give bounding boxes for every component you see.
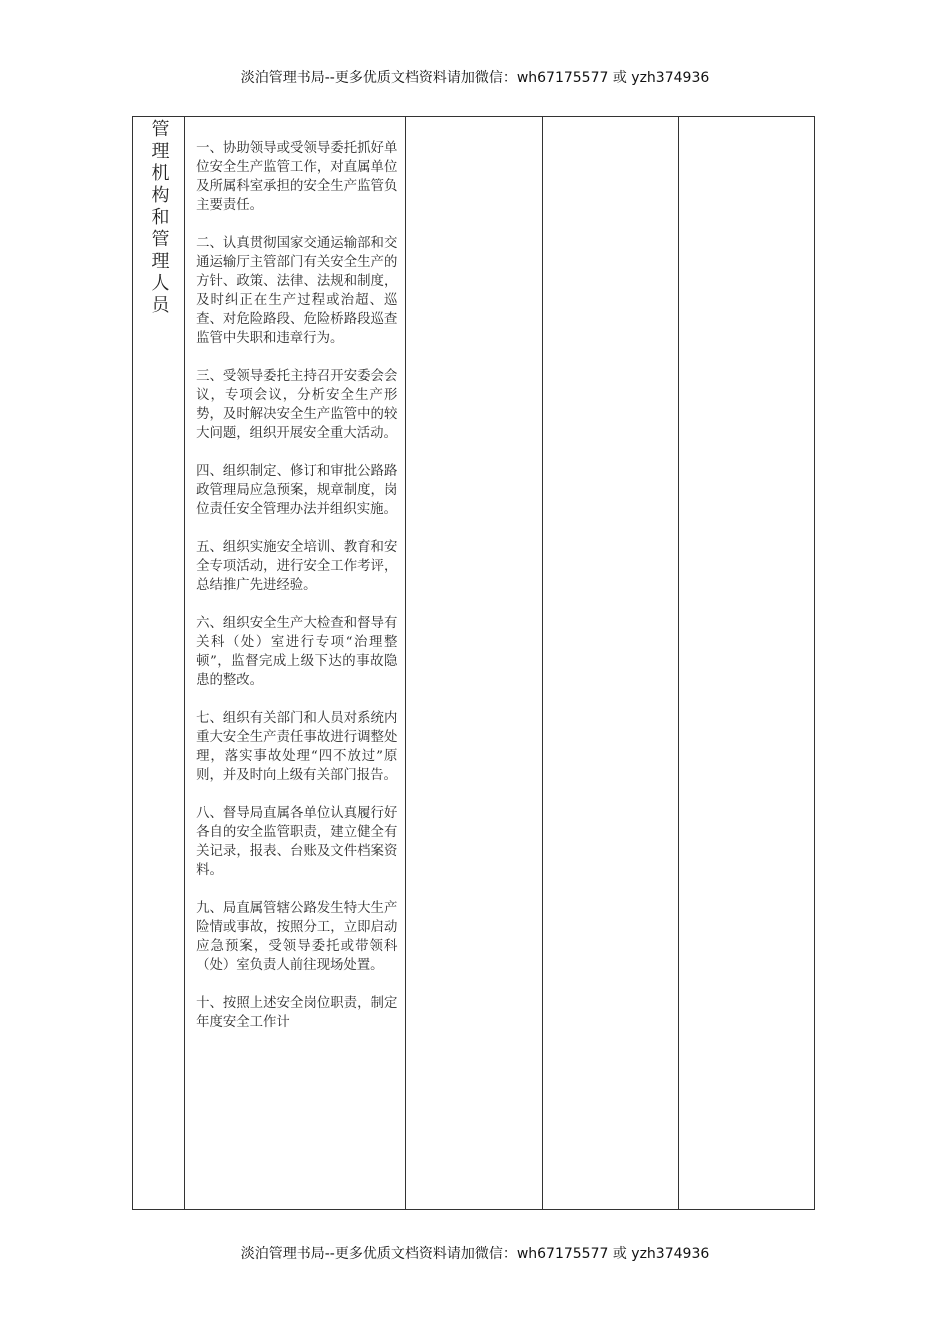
duties-list <box>185 117 405 1209</box>
duty-item-1: 一、协助领导或受领导委托抓好单位安全生产监管工作，对直属单位及所属科室承担的安全生产监管负主要责任。 <box>196 141 398 213</box>
duty-item-2: 二、认真贯彻国家交通运输部和交通运输厅主管部门有关安全生产的方针、政策、法律、法规和制度，及时纠正在生产过程或治超、巡查、对危险路段、危险桥路段巡查监管中失职和违章行为。 <box>196 236 398 346</box>
category-cell <box>133 117 185 1210</box>
duty-item-9: 九、局直属管辖公路发生特大生产险情或事故，按照分工，立即启动应急预案，受领导委托或带领科（处）室负责人前往现场处置。 <box>196 901 398 973</box>
duty-item-6: 六、组织安全生产大检查和督导有关科（处）室进行专项“治理整顿”，监督完成上级下达的事故隐患的整改。 <box>196 616 398 688</box>
duty-item-7: 七、组织有关部门和人员对系统内重大安全生产责任事故进行调整处理，落实事故处理“四不放过”原则，并及时向上级有关部门报告。 <box>196 711 398 783</box>
page-footer: 淡泊管理书局--更多优质文档资料请加微信：wh67175577 或 yzh374936 <box>240 1246 710 1262</box>
duty-item-8: 八、督导局直属各单位认真履行好各自的安全监管职责，建立健全有关记录，报表、台账及文件档案资料。 <box>196 806 398 878</box>
empty-cell-2 <box>542 117 678 1210</box>
responsibility-table <box>132 116 815 1210</box>
empty-cell-1 <box>406 117 542 1210</box>
empty-cell-3 <box>678 117 814 1210</box>
table-row <box>133 117 815 1210</box>
duty-item-3: 三、受领导委托主持召开安委会会议，专项会议，分析安全生产形势，及时解决安全生产监管中的较大问题，组织开展安全重大活动。 <box>196 369 398 441</box>
duties-cell <box>185 117 406 1210</box>
duty-item-4: 四、组织制定、修订和审批公路路政管理局应急预案，规章制度，岗位责任安全管理办法并组织实施。 <box>196 464 398 517</box>
duty-item-10: 十、按照上述安全岗位职责，制定年度安全工作计 <box>196 996 398 1030</box>
category-label: 管理机构和管理人员 <box>148 119 170 317</box>
page-header: 淡泊管理书局--更多优质文档资料请加微信：wh67175577 或 yzh374936 <box>240 70 710 86</box>
duty-item-5: 五、组织实施安全培训、教育和安全专项活动，进行安全工作考评，总结推广先进经验。 <box>196 540 398 593</box>
